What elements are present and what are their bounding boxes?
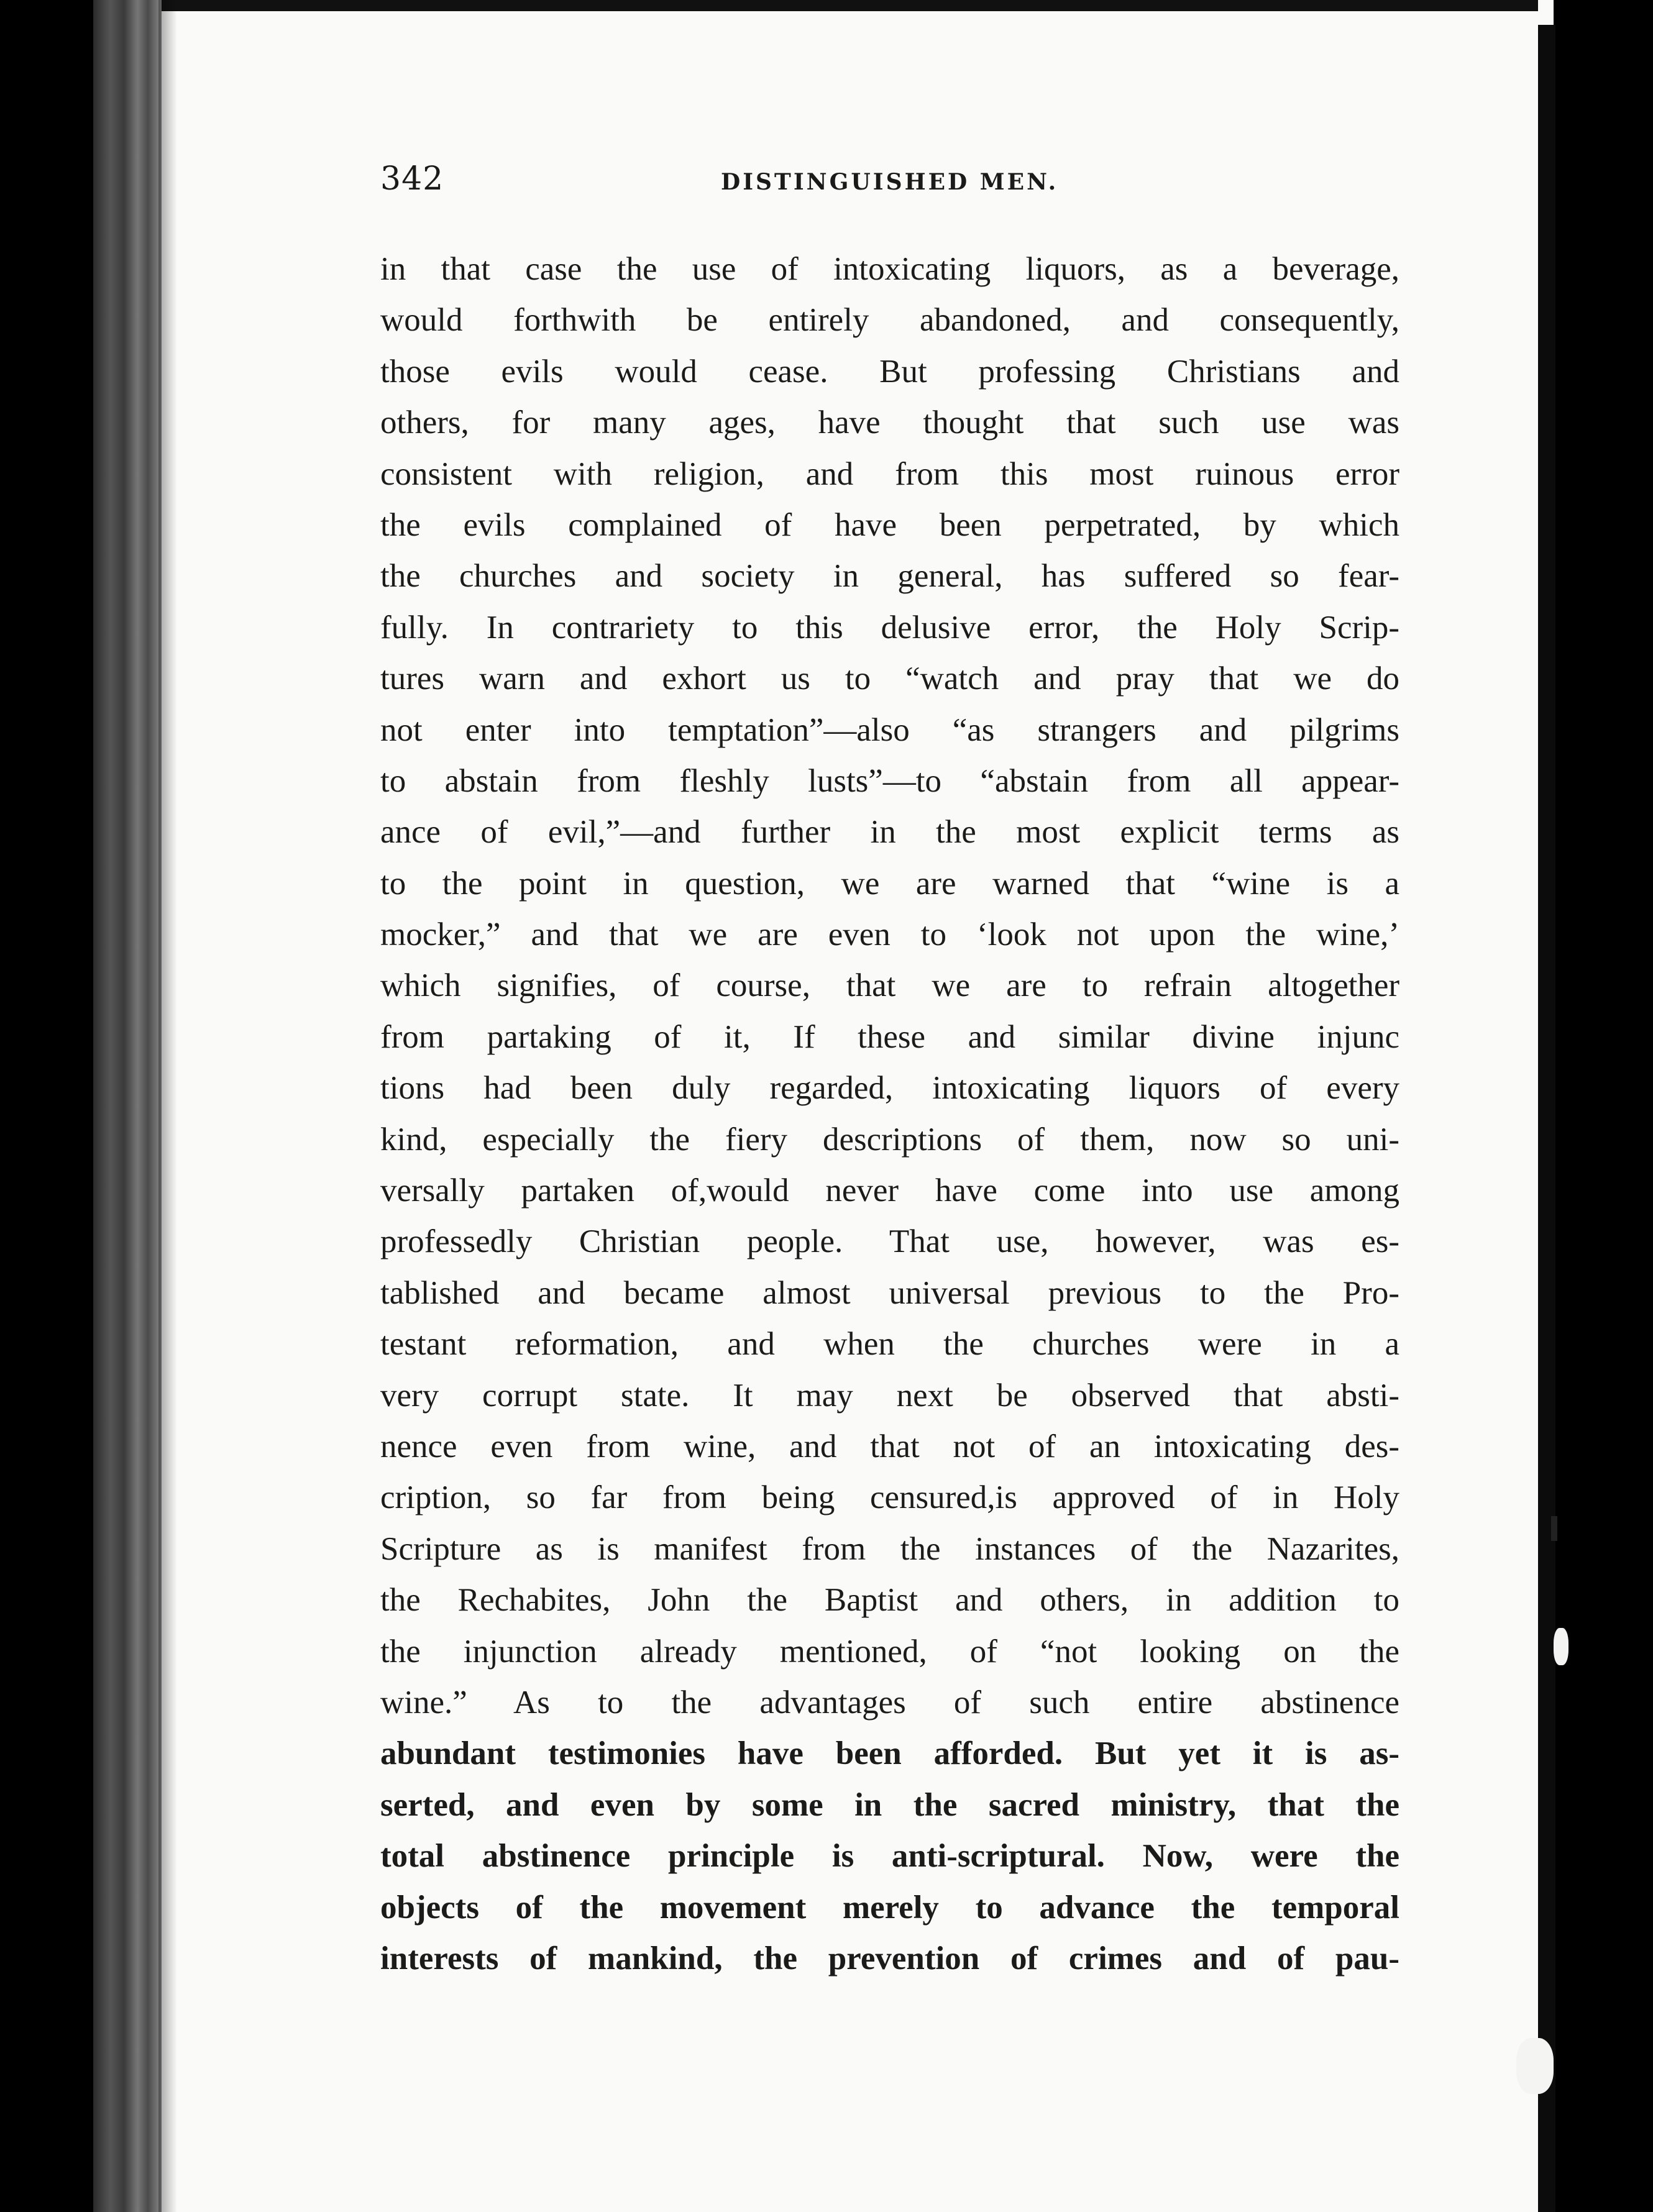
page-number: 342 bbox=[380, 160, 444, 198]
text-line: fully. In contrariety to this delusive error, the Holy Scrip- bbox=[380, 609, 1399, 646]
text-line: cription, so far from being censured,is approved of in Holy bbox=[380, 1479, 1399, 1516]
text-line: to the point in question, we are warned that “wine is a bbox=[380, 865, 1399, 902]
text-line: mocker,” and that we are even to ‘look not upon the wine,’ bbox=[380, 916, 1399, 953]
text-line: kind, especially the fiery descriptions of them, now so uni- bbox=[380, 1121, 1399, 1158]
text-line: tions had been duly regarded, intoxicating liquors of every bbox=[380, 1070, 1399, 1107]
text-line: tures warn and exhort us to “watch and pray that we do bbox=[380, 660, 1399, 697]
text-line: ance of evil,”—and further in the most explicit terms as bbox=[380, 814, 1399, 851]
book-binding-edge bbox=[93, 0, 162, 2212]
text-line: abundant testimonies have been afforded. But yet it is as- bbox=[380, 1735, 1399, 1772]
text-line: the Rechabites, John the Baptist and others, in addition to bbox=[380, 1582, 1399, 1619]
text-line: from partaking of it, If these and similar divine injunc bbox=[380, 1018, 1399, 1055]
text-line: objects of the movement merely to advance the temporal bbox=[380, 1889, 1399, 1926]
text-line: the evils complained of have been perpetrated, by which bbox=[380, 506, 1399, 543]
text-line: others, for many ages, have thought that such use was bbox=[380, 404, 1399, 441]
text-line: those evils would cease. But professing Christians and bbox=[380, 353, 1399, 390]
text-line: wine.” As to the advantages of such entire abstinence bbox=[380, 1684, 1399, 1721]
body-text bbox=[380, 244, 1399, 1984]
text-line: the injunction already mentioned, of “not looking on the bbox=[380, 1633, 1399, 1670]
text-line: would forthwith be entirely abandoned, and consequently, bbox=[380, 302, 1399, 339]
text-line: nence even from wine, and that not of an intoxicating des- bbox=[380, 1428, 1399, 1465]
right-edge-notch bbox=[1551, 1516, 1557, 1541]
top-edge-shadow bbox=[162, 0, 1538, 11]
right-edge-tear-mark bbox=[1554, 1628, 1568, 1665]
text-line: serted, and even by some in the sacred ministry, that the bbox=[380, 1786, 1399, 1823]
running-head: DISTINGUISHED MEN. bbox=[721, 169, 1059, 195]
text-line: the churches and society in general, has suffered so fear- bbox=[380, 558, 1399, 595]
text-line: in that case the use of intoxicating liquors, as a beverage, bbox=[380, 251, 1399, 287]
text-line: not enter into temptation”—also “as strangers and pilgrims bbox=[380, 711, 1399, 748]
binding-shadow bbox=[158, 0, 177, 2212]
text-line: interests of mankind, the prevention of crimes and of pau- bbox=[380, 1940, 1399, 1977]
text-line: versally partaken of,would never have come into use among bbox=[380, 1172, 1399, 1209]
text-line: consistent with religion, and from this most ruinous error bbox=[380, 455, 1399, 492]
text-line: tablished and became almost universal previous to the Pro- bbox=[380, 1274, 1399, 1311]
text-line: which signifies, of course, that we are to refrain altogether bbox=[380, 967, 1399, 1004]
text-line: total abstinence principle is anti-scriptural. Now, were the bbox=[380, 1838, 1399, 1875]
right-edge-tear-mark bbox=[1516, 2038, 1554, 2094]
text-line: testant reformation, and when the churches were in a bbox=[380, 1326, 1399, 1363]
text-line: to abstain from fleshly lusts”—to “abstain from all appear- bbox=[380, 762, 1399, 799]
text-line: Scripture as is manifest from the instances of the Nazarites, bbox=[380, 1530, 1399, 1567]
text-line: professedly Christian people. That use, however, was es- bbox=[380, 1223, 1399, 1260]
right-page-edge bbox=[1538, 25, 1555, 2212]
text-line: very corrupt state. It may next be observed that absti- bbox=[380, 1377, 1399, 1414]
right-margin-background bbox=[1555, 0, 1653, 2212]
